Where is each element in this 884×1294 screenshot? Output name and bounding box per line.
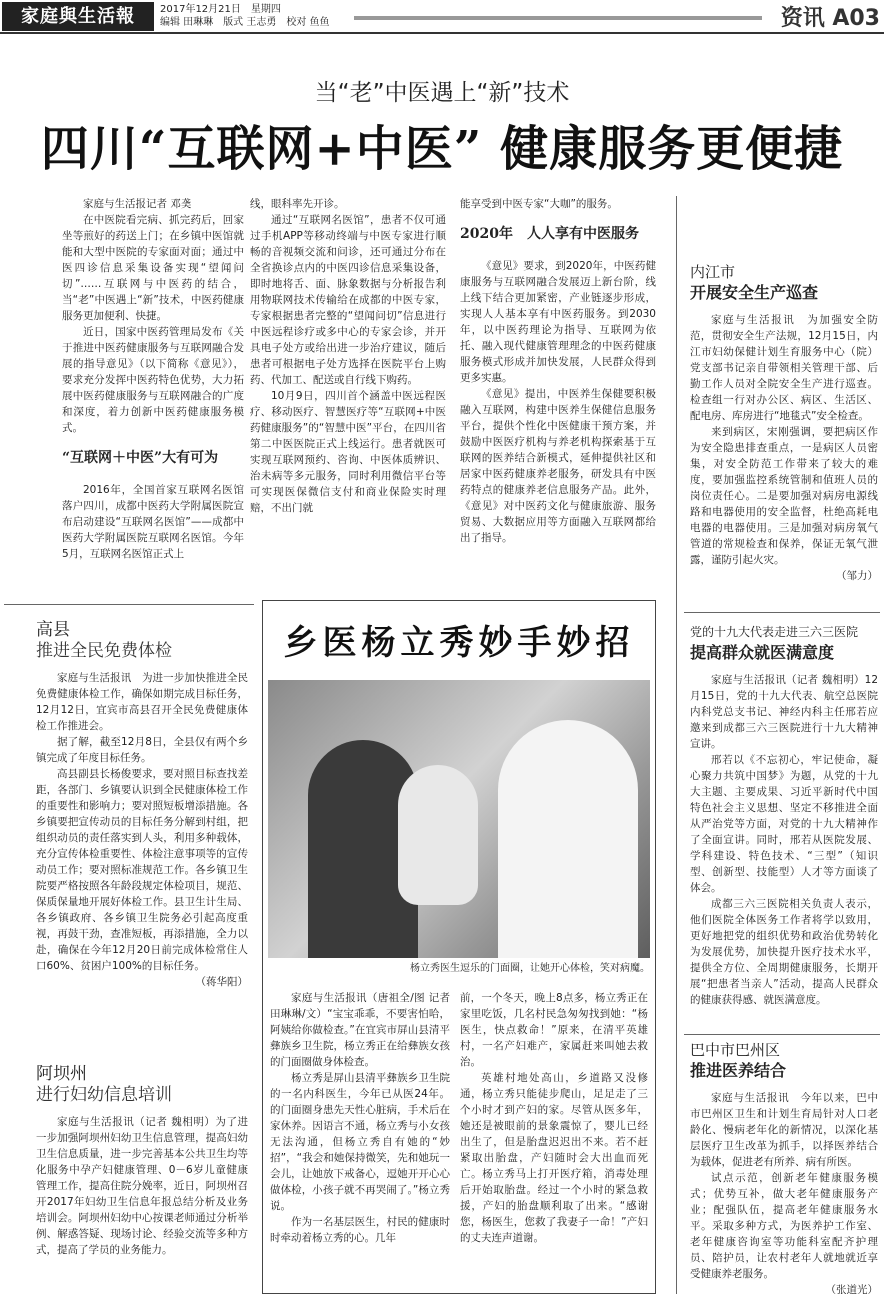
feature-paragraph: 家庭与生活报讯（唐祖全/图 记者 田琳琳/文）“宝宝乖乖，不要害怕哈，阿姨给你做检查。”在宜宾市屏山县清平彝族乡卫生院，杨立秀正在给彝族女孩的门面圈做身体检查。 (270, 992, 450, 1068)
neijiang-story (690, 262, 878, 584)
lead-paragraph: 《意见》要求，到2020年，中医药健康服务与互联网融合发展迈上新台阶，线上线下结合更加紧密，产业链逐步形成，实现人人基本享有中医药服务。到2030年，以中医药理论为指导、互联网为依托、融入现代健康管理理念的中医药健康服务模式形成并加快发展，人民群众得到更多实惠。 (460, 260, 656, 384)
lead-headline: 四川“互联网+中医” 健康服务更便捷 (40, 121, 844, 177)
lead-subhead-1: “互联网＋中医”大有可为 (62, 450, 219, 466)
sanliu-title: 提高群众就医满意度 (690, 643, 835, 662)
neijiang-place: 内江市 (690, 263, 736, 281)
neijiang-author: （邹力） (836, 570, 878, 582)
lead-byline: 家庭与生活报记者 邓䶮 (83, 198, 192, 210)
feature-paragraph: 英雄村地处高山，乡道路又没修通，杨立秀只能徒步爬山，足足走了三个小时才到产妇的家。尽管从医多年，她还是被眼前的景象震惊了，婴儿已经出生了，但是胎盘迟迟出不来。若不赶紧取出胎盘，产妇随时会大出血而死亡。杨立秀马上打开医疗箱，消毒处理后开始取胎盘。经过一个小时的紧急救援，产妇的胎盘顺利取了出来。“感谢您，杨医生，您救了我妻子一命！”产妇的丈夫连声道谢。 (460, 1072, 648, 1244)
bazhong-story (690, 1040, 878, 1294)
bazhong-author: （张道光） (825, 1284, 878, 1294)
sanliu-paragraph: 成都三六三医院相关负责人表示，他们医院全体医务工作者将学以致用，更好地把党的组织优势和政治优势转化为发展优势，加快提升医疗技术水平，提供全方位、全周期健康服务，长期开展“把患者当亲人”活动，提高人民群众的健康获得感、就医满意度。 (690, 898, 878, 1006)
lead-paragraph: 通过“互联网名医馆”，患者不仅可通过手机APP等移动终端与中医专家进行顺畅的音视频交流和问诊，还可通过分布在全省换诊点内的中医四诊信息采集设备，即时地将舌、面、脉象数据与分析报告利用物联网技术传输给在成都的中医专家，专家根据患者完整的“望闻问切”信息进行中医远程诊疗或多中心的专家会诊，并开具电子处方或给出进一步治疗建议，随后患者可根据电子处方选择在医院平台上购药、代加工、配送或自行线下购药。 (250, 214, 446, 386)
photo-baby-figure (398, 765, 478, 905)
lead-column-3 (460, 196, 656, 546)
feature-paragraph: 作为一名基层医生，村民的健康时时牵动着杨立秀的心。几年 (270, 1216, 450, 1244)
abazhou-place: 阿坝州 (36, 1064, 87, 1084)
sanliu-paragraph: 家庭与生活报讯（记者 魏相明）12月15日，党的十九大代表、航空总医院内科党总支书记、神经内科主任邢若应邀来到成都三六三医院进行十九大精神宣讲。 (690, 674, 878, 750)
lead-paragraph: 10月9日，四川首个涵盖中医远程医疗、移动医疗、智慧医疗等“互联网+中医药健康服务”的“智慧中医”平台，在四川省第二中医医院正式上线运行。患者就医可实现互联网预约、咨询、中医体质辨识、治未病等多元服务，同时利用微信平台等可实现医保微信支付和商业保险实时理赔，不出门就 (250, 390, 446, 514)
lead-column-1 (62, 196, 244, 562)
gaoxian-title: 推进全民免费体检 (36, 641, 172, 661)
feature-paragraph: 杨立秀是屏山县清平彝族乡卫生院的一名内科医生，今年已从医24年。的门面圈身患先天性心脏病，手术后在家休养。因语言不通，杨立秀与小女孩无法沟通，但杨立秀自有她的“妙招”，“我会和她保持微笑，先和她玩一会儿，让她放下戒备心，逗她开开心心做体检，小孩子就不再哭闹了。”杨立秀说。 (270, 1072, 450, 1212)
feature-photo (268, 680, 650, 958)
gaoxian-story (36, 620, 248, 990)
feature-paragraph: 前，一个冬天，晚上8点多，杨立秀正在家里吃饭，几名村民急匆匆找到她：“杨医生，快点救命！”原来，在清平英雄村，一名产妇难产，家属赶来叫她去救治。 (460, 992, 648, 1068)
gaoxian-author: （蒋华阳） (195, 976, 248, 988)
sanliu-place: 党的十九大代表走进三六三医院 (690, 625, 859, 639)
abazhou-paragraph: 家庭与生活报讯（记者 魏相明）为了进一步加强阿坝州妇幼卫生信息管理，提高妇幼卫生信息质量，进一步完善基本公共卫生均等化服务中孕产妇健康管理、0－6岁儿童健康管理工作，提高住院分娩率，近日，阿坝州召开2017年妇幼卫生信息年报总结分析及业务培训会。阿坝州妇幼中心按课老师通过分析举例、解惑答疑、现场讨论、经验交流等多种方式，提高了学员的业务能力。 (36, 1116, 248, 1256)
lead-paragraph: 近日，国家中医药管理局发布《关于推进中医药健康服务与互联网融合发展的指导意见》（以下简称《意见》），要求充分发挥中医药特色优势，大力拓展中医药健康服务与互联网融合的广度和深度，着力创新中医药健康服务模式。 (62, 326, 244, 434)
bazhong-place: 巴中市巴州区 (690, 1041, 781, 1059)
lead-paragraph: 能享受到中医专家“大咖”的服务。 (460, 198, 618, 210)
lead-kicker: 当“老”中医遇上“新”技术 (314, 80, 570, 106)
gaoxian-paragraph: 高县副县长杨俊要求，要对照目标查找差距，各部门、乡镇要认识到全民健康体检工作的重要性和影响力；要对照短板增添措施。各乡镇要把宣传动员的目标任务分解到村组，把组织动员的责任落实到人头，利用多种载体，充分宣传体检重要性、体检注意事项等的宣传动员工作；要对照标准规范工作。各乡镇卫生院要严格按照各年龄段规定体检项目，规范、保质保量地开展好体检工作。县卫生计生局、各乡镇政府、各乡镇卫生院务必引起高度重视，再鼓干劲，查准短板，再添措施，全力以赴，确保在今年12月20日前完成体检常住人口60%、贫困户100%的目标任务。 (36, 768, 248, 972)
neijiang-paragraph: 来到病区，宋刚强调，要把病区作为安全隐患排查重点，一是病区人员密集，对安全防范工作带来了较大的难度，要加强监控系统管制和值班人员的岗位责任心。二是要加强对病房电源线路和电器使用的安全监督，杜绝高耗电电器的电器使用。三是加强对病房氧气管道的常规检查和保养，保证无氧气泄露，谨防引起火灾。 (690, 426, 878, 566)
feature-column-left (270, 990, 450, 1246)
gaoxian-paragraph: 家庭与生活报讯 为进一步加快推进全民免费健康体检工作，确保如期完成目标任务，12月12日，宜宾市高县召开全民免费健康体检工作推进会。 (36, 672, 248, 732)
neijiang-title: 开展安全生产巡查 (690, 283, 819, 302)
abazhou-title: 进行妇幼信息培训 (36, 1085, 172, 1105)
bazhong-paragraph: 家庭与生活报讯 今年以来，巴中市巴州区卫生和计划生育局针对人口老龄化、慢病老年化的新情况，以深化基层医疗卫生改革为抓手，以择医养结合为载体，促进老有所养、病有所医。 (690, 1092, 878, 1168)
masthead-rule (354, 16, 762, 20)
section-divider (684, 1034, 880, 1035)
issue-date: 2017年12月21日 星期四 (160, 4, 281, 15)
section-label: 资讯 A03 (780, 6, 880, 31)
lead-paragraph: 《意见》提出，中医养生保健要积极融入互联网，构建中医养生保健信息服务平台，提供个性化中医健康干预方案，并鼓励中医医疗机构与养老机构探索基于互联网的医养结合新模式，延伸提供社区和居家中医药健康养老服务，研发具有中医药特点的健康养老信息服务产品。此外，《意见》对中医药文化与健康旅游、服务贸易、大数据应用等方面融入互联网都给出了指导。 (460, 388, 656, 544)
staff-credits: 编辑 田琳琳 版式 王志勇 校对 鱼鱼 (160, 17, 330, 28)
lead-paragraph: 在中医院看完病、抓完药后，回家坐等煎好的药送上门；在乡镇中医馆就能和大型中医院的专家面对面；通过中医四诊信息采集设备实现“望闻问切”……互联网与中医药的结合，当“老”中医遇上“新”技术，中医药健康服务更加便利、快捷。 (62, 214, 244, 322)
neijiang-paragraph: 家庭与生活报讯 为加强安全防范，贯彻安全生产法规，12月15日，内江市妇幼保健计划生育服务中心（院）党支部书记亲自带领相关管理干部、后勤工作人员对全院安全生产进行巡查。检查组一行对办公区、病区、生活区、配电房、库房进行“地毯式”安全检查。 (690, 314, 878, 422)
lead-column-2 (250, 196, 446, 516)
masthead (0, 0, 884, 34)
bazhong-paragraph: 试点示范，创新老年健康服务模式；优势互补，做大老年健康服务产业；配强队伍，提高老年健康服务水平。采取多种方式，为医养护工作室、老年健康咨询室等功能科室配齐护理员、陪护员，让农村老年人就地就近享受健康养老服务。 (690, 1172, 878, 1280)
column-divider (676, 196, 677, 1294)
photo-doctor-figure (498, 720, 638, 958)
masthead-meta (160, 3, 330, 29)
lead-paragraph: 线，眼科率先开诊。 (250, 198, 345, 210)
abazhou-story (36, 1064, 248, 1258)
lead-subhead-2: 2020年 人人享有中医服务 (460, 226, 639, 242)
section-divider (684, 612, 880, 613)
sanliu-paragraph: 邢若以《不忘初心，牢记使命，凝心聚力共筑中国梦》为题，从党的十九大主题、主要成果、习近平新时代中国特色社会主义思想、坚定不移推进全面从严治党等方面，对党的十九大精神作了全面宣讲。同时，邢若从医院发展、学科建设、特色技术、“三型”（知识型、创新型、技能型）人才等方面谈了体会。 (690, 754, 878, 894)
gaoxian-paragraph: 据了解，截至12月8日，全县仅有两个乡镇完成了年度目标任务。 (36, 736, 248, 764)
bazhong-title: 推进医养结合 (690, 1061, 787, 1080)
section-divider (4, 604, 254, 605)
lead-paragraph: 2016年，全国首家互联网名医馆落户四川，成都中医药大学附属医院宣布启动建设“互联网名医馆”——成都中医药大学附属医院互联网名医馆。今年5月，互联网名医馆正式上 (62, 484, 244, 560)
sanliu-story (690, 622, 878, 1008)
feature-column-right (460, 990, 648, 1246)
gaoxian-place: 高县 (36, 620, 70, 640)
newspaper-logo: 家庭與生活報 (2, 2, 154, 31)
feature-title: 乡医杨立秀妙手妙招 (283, 623, 635, 663)
photo-caption: 杨立秀医生逗乐的门面圈，让她开心体检，笑对病魔。 (410, 963, 650, 974)
